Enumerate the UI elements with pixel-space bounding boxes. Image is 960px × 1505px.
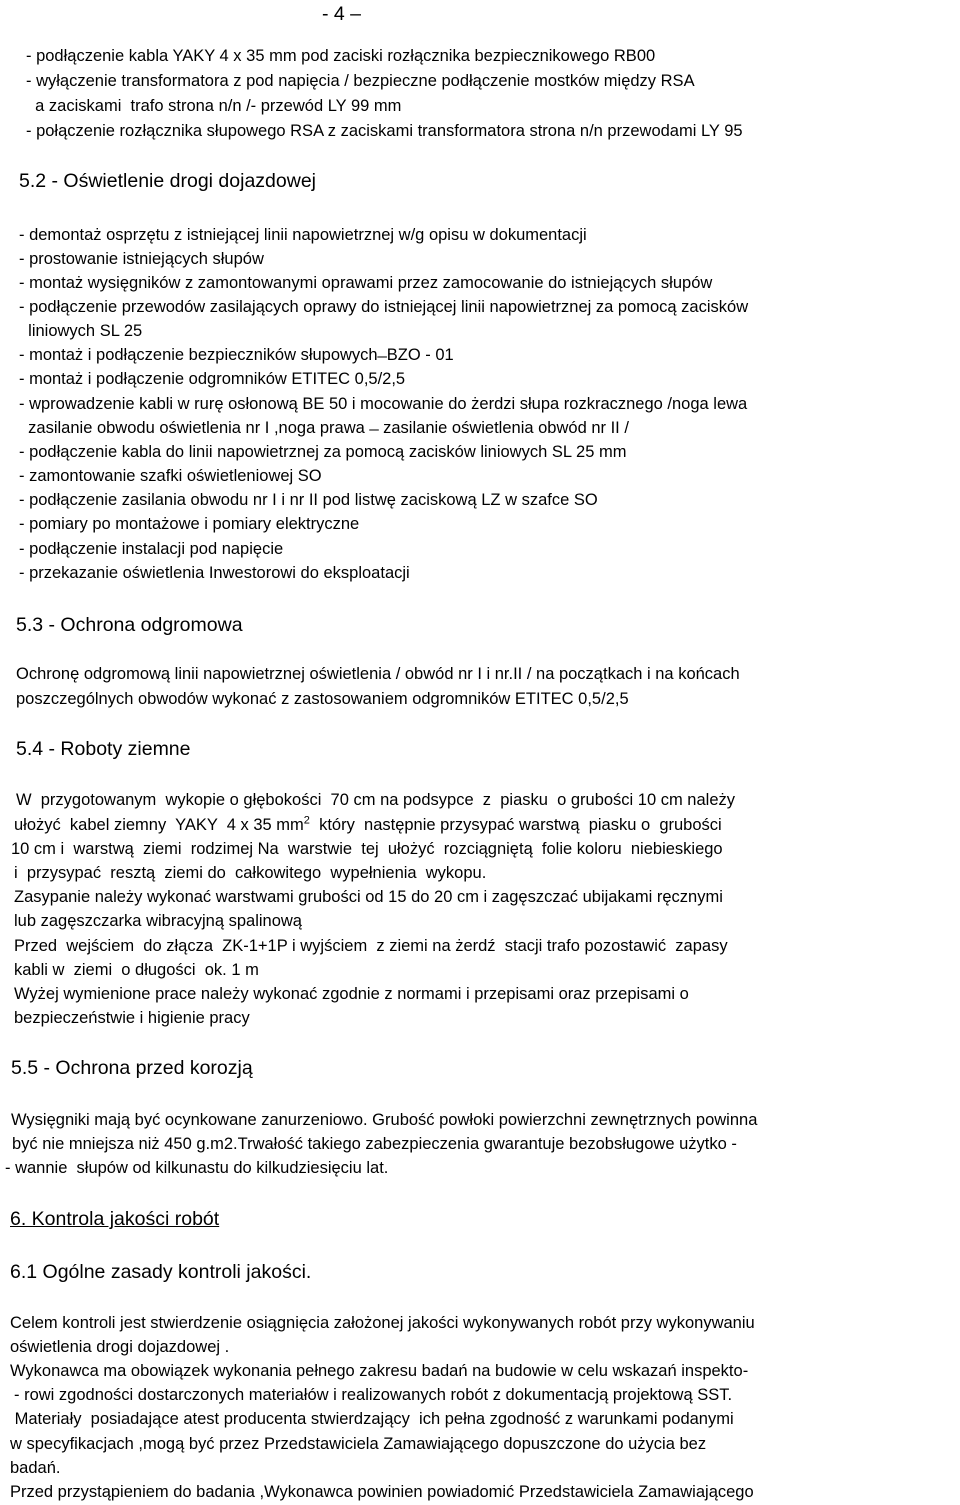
paragraph-line: - rowi zgodności dostarczonych materiałów i realizowanych robót z dokumentacją projektową SST. bbox=[14, 1386, 733, 1404]
list-item: - podłączenie instalacji pod napięcie bbox=[19, 540, 284, 558]
section-heading-5-3: 5.3 - Ochrona odgromowa bbox=[16, 614, 243, 636]
list-item: - zamontowanie szafki oświetleniowej SO bbox=[19, 467, 322, 485]
section-heading-6-1: 6.1 Ogólne zasady kontroli jakości. bbox=[10, 1261, 312, 1283]
intro-list-item: a zaciskami trafo strona n/n /- przewód LY 99 mm bbox=[26, 97, 402, 115]
paragraph-line: w specyfikacjach ,mogą być przez Przedstawiciela Zamawiającego dopuszczone do użycia bez bbox=[10, 1435, 707, 1453]
list-item: - montaż i podłączenie odgromników ETITEC 0,5/2,5 bbox=[19, 370, 406, 388]
intro-list-item: - wyłączenie transformatora z pod napięcia / bezpieczne podłączenie mostków między RSA bbox=[26, 72, 695, 90]
section-heading-5-4: 5.4 - Roboty ziemne bbox=[16, 738, 191, 760]
intro-list-item: - połączenie rozłącznika słupowego RSA z zaciskami transformatora strona n/n przewodami LY 95 bbox=[26, 122, 743, 140]
paragraph-line: Wysięgniki mają być ocynkowane zanurzeniowo. Grubość powłoki powierzchni zewnętrznych powinna bbox=[11, 1111, 758, 1129]
paragraph-line: Materiały posiadające atest producenta stwierdzający ich pełna zgodność z warunkami podanymi bbox=[10, 1410, 734, 1428]
list-item: - montaż i podłączenie bezpieczników słupowych ̶ BZO - 01 bbox=[19, 346, 454, 364]
paragraph-line-part: ułożyć kabel ziemny YAKY 4 x 35 mm bbox=[14, 816, 304, 834]
paragraph-line: Wyżej wymienione prace należy wykonać zgodnie z normami i przepisami oraz przepisami o bbox=[14, 985, 689, 1003]
paragraph-line: poszczególnych obwodów wykonać z zastosowaniem odgromników ETITEC 0,5/2,5 bbox=[16, 690, 629, 708]
paragraph-line: kabli w ziemi o długości ok. 1 m bbox=[14, 961, 259, 979]
list-item: - pomiary po montażowe i pomiary elektryczne bbox=[19, 515, 360, 533]
paragraph-line: bezpieczeństwie i higienie pracy bbox=[14, 1009, 250, 1027]
list-item: - prostowanie istniejących słupów bbox=[19, 250, 264, 268]
list-item: - demontaż osprzętu z istniejącej linii napowietrznej w/g opisu w dokumentacji bbox=[19, 226, 587, 244]
list-item: - podłączenie kabla do linii napowietrznej za pomocą zacisków liniowych SL 25 mm bbox=[19, 443, 627, 461]
section-heading-6: 6. Kontrola jakości robót bbox=[10, 1208, 220, 1230]
paragraph-line: Wykonawca ma obowiązek wykonania pełnego zakresu badań na budowie w celu wskazań inspekto- bbox=[10, 1362, 749, 1380]
list-item: - podłączenie zasilania obwodu nr I i nr II pod listwę zaciskową LZ w szafce SO bbox=[19, 491, 598, 509]
list-item: zasilanie obwodu oświetlenia nr I ,noga prawa ̶ zasilanie oświetlenia obwód nr II / bbox=[19, 419, 629, 437]
paragraph-line: - wannie słupów od kilkunastu do kilkudziesięciu lat. bbox=[5, 1159, 389, 1177]
paragraph-line: Ochronę odgromową linii napowietrznej oświetlenia / obwód nr I i nr.II / na początkach i na końcach bbox=[16, 665, 740, 683]
list-item: - wprowadzenie kabli w rurę osłonową BE 50 i mocowanie do żerdzi słupa rozkracznego /noga lewa bbox=[19, 395, 748, 413]
paragraph-line: 10 cm i warstwą ziemi rodzimej Na warstwie tej ułożyć rozciągniętą folie koloru niebieskiego bbox=[11, 840, 723, 858]
paragraph-line: być nie mniejsza niż 450 g.m2.Trwałość takiego zabezpieczenia gwarantuje bezobsługowe użytko - bbox=[12, 1135, 737, 1153]
paragraph-line bbox=[14, 815, 722, 835]
list-item: - montaż wysięgników z zamontowanymi oprawami przez zamocowanie do istniejących słupów bbox=[19, 274, 713, 292]
list-item: - przekazanie oświetlenia Inwestorowi do eksploatacji bbox=[19, 564, 410, 582]
paragraph-line: Przed przystąpieniem do badania ,Wykonawca powinien powiadomić Przedstawiciela Zamawiającego bbox=[10, 1483, 754, 1501]
list-item: liniowych SL 25 bbox=[19, 322, 143, 340]
section-heading-5-2: 5.2 - Oświetlenie drogi dojazdowej bbox=[19, 170, 316, 192]
paragraph-line: oświetlenia drogi dojazdowej . bbox=[10, 1338, 230, 1356]
paragraph-line: lub zagęszczarka wibracyjną spalinową bbox=[14, 912, 302, 930]
page-number: - 4 – bbox=[322, 3, 362, 25]
paragraph-line: badań. bbox=[10, 1459, 61, 1477]
paragraph-line-part: który następnie przysypać warstwą piasku o grubości bbox=[309, 816, 722, 834]
paragraph-line: Celem kontroli jest stwierdzenie osiągnięcia założonej jakości wykonywanych robót przy wykonywaniu bbox=[10, 1314, 755, 1332]
list-item: - podłączenie przewodów zasilających oprawy do istniejącej linii napowietrznej za pomocą zacisków bbox=[19, 298, 749, 316]
section-heading-5-5: 5.5 - Ochrona przed korozją bbox=[11, 1057, 253, 1079]
paragraph-line: Zasypanie należy wykonać warstwami grubości od 15 do 20 cm i zagęszczać ubijakami ręcznymi bbox=[14, 888, 723, 906]
paragraph-line: Przed wejściem do złącza ZK-1+1P i wyjściem z ziemi na żerdź stacji trafo pozostawić zapasy bbox=[14, 937, 728, 955]
superscript: 2 bbox=[303, 814, 310, 827]
intro-list-item: - podłączenie kabla YAKY 4 x 35 mm pod zaciski rozłącznika bezpiecznikowego RB00 bbox=[26, 47, 656, 65]
paragraph-line: W przygotowanym wykopie o głębokości 70 cm na podsypce z piasku o grubości 10 cm należy bbox=[16, 791, 736, 809]
paragraph-line: i przysypać resztą ziemi do całkowitego wypełnienia wykopu. bbox=[14, 864, 487, 882]
